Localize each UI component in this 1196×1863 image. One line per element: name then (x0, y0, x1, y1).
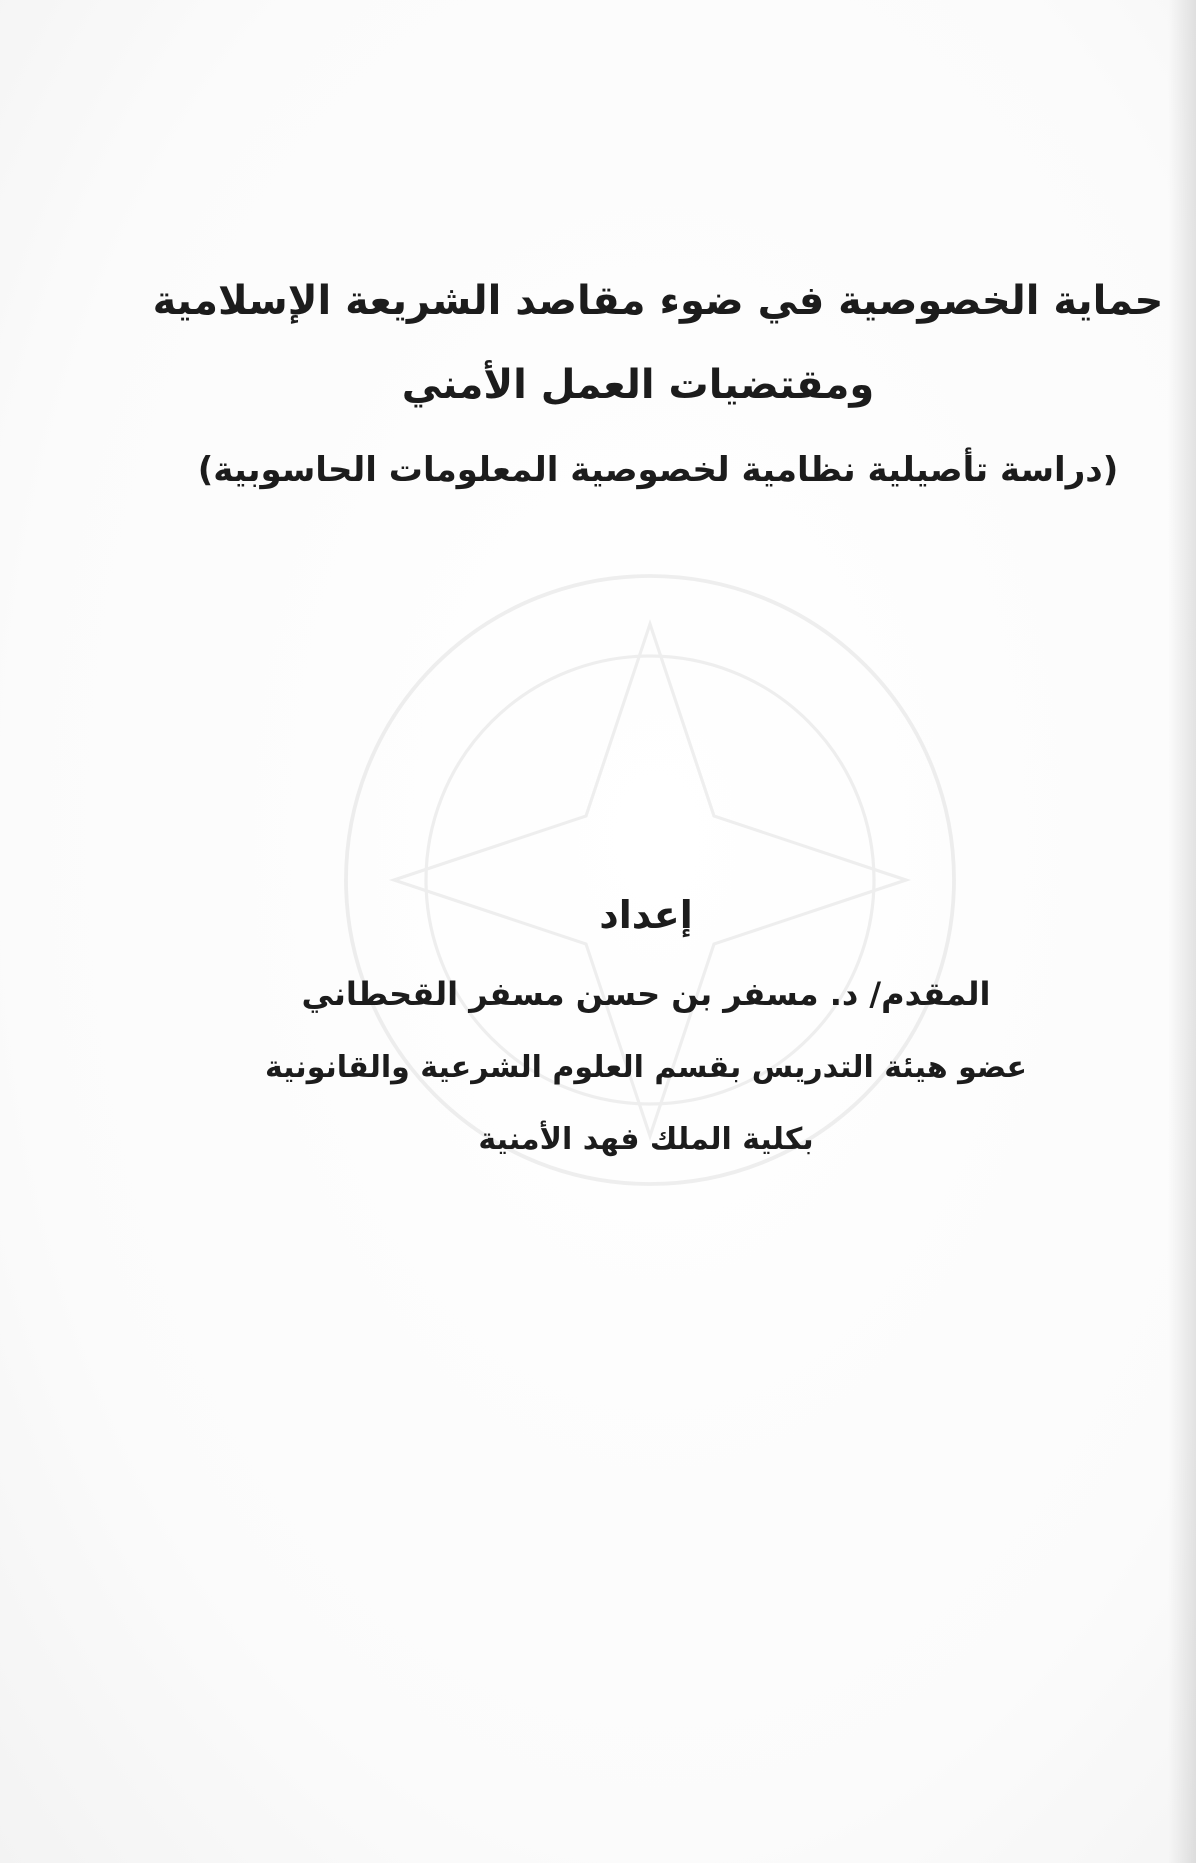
prepared-by-label: إعداد (599, 893, 693, 937)
faint-emblem-watermark (330, 560, 970, 1200)
author-affiliation-line-1: عضو هيئة التدريس بقسم العلوم الشرعية والقانونية (264, 1050, 1027, 1085)
author-name: المقدم/ د. مسفر بن حسن مسفر القحطاني (301, 975, 991, 1013)
subtitle: (دراسة تأصيلية نظامية لخصوصية المعلومات الحاسوبية) (197, 450, 1119, 490)
title-line-2: ومقتضيات العمل الأمني (401, 362, 875, 408)
author-affiliation-line-2: بكلية الملك فهد الأمنية (478, 1122, 814, 1157)
title-line-1: حماية الخصوصية في ضوء مقاصد الشريعة الإسلامية (152, 278, 1164, 324)
